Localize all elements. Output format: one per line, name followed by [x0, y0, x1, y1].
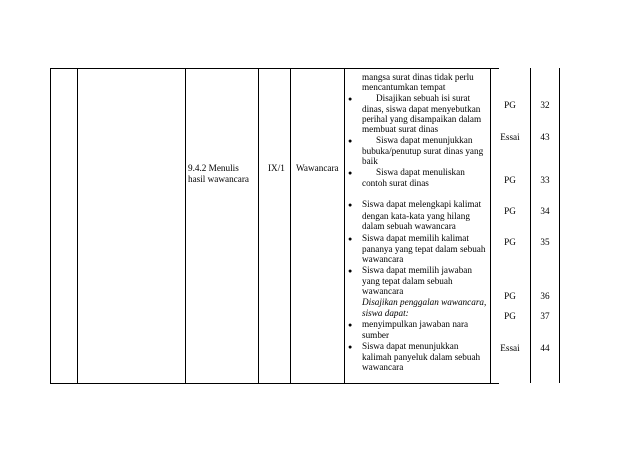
- indicator-line: mencantumkan tempat: [362, 82, 446, 92]
- indicator-line: siswa dapat:: [362, 308, 409, 318]
- col-border: [185, 68, 186, 383]
- indicator-line: dengan kata-kata yang hilang: [362, 211, 470, 221]
- indicator-line: Siswa dapat menunjukkan: [376, 135, 473, 145]
- bullet-icon: ●: [348, 321, 353, 329]
- bullet-icon: ●: [348, 235, 353, 243]
- indicator-line: baik: [362, 156, 378, 166]
- bullet-icon: ●: [348, 201, 353, 209]
- question-type: PG: [504, 237, 516, 247]
- question-type: PG: [504, 175, 516, 185]
- question-type: PG: [504, 291, 516, 301]
- table-bottom-border: [50, 383, 499, 384]
- question-type: Essai: [500, 343, 520, 353]
- indicator-line: wawancara: [362, 286, 404, 296]
- col-border: [490, 68, 491, 383]
- question-number: 32: [540, 100, 550, 110]
- table-top-border: [50, 68, 499, 69]
- question-type: PG: [504, 311, 516, 321]
- indicator-line: Siswa dapat menunjukkan: [362, 341, 459, 351]
- indicator-line: Disajikan penggalan wawancara,: [362, 297, 487, 307]
- indicator-line: Disajikan sebuah isi surat: [376, 93, 471, 103]
- indicator-line: menyimpulkan jawaban nara: [362, 319, 469, 329]
- indicator-line: kalimah panyeluk dalam sebuah: [362, 352, 481, 362]
- question-number: 34: [540, 206, 550, 216]
- indicator-line: bubuka/penutup surat dinas yang: [362, 146, 484, 156]
- col-border: [559, 68, 560, 383]
- indicator-line: membuat surat dinas: [362, 124, 439, 134]
- indicator-line: Siswa dapat memilih kalimat: [362, 233, 469, 243]
- indicator-line: perihal yang disampaikan dalam: [362, 114, 482, 124]
- question-type: PG: [504, 206, 516, 216]
- question-number: 35: [540, 237, 550, 247]
- col-border: [258, 68, 259, 383]
- col-border: [290, 68, 291, 383]
- competency-line: hasil wawancara: [188, 174, 249, 184]
- col-border: [344, 68, 345, 383]
- col-border: [50, 68, 51, 383]
- question-number: 36: [540, 291, 550, 301]
- indicator-line: Siswa dapat menuliskan: [376, 167, 465, 177]
- col-border: [530, 68, 531, 383]
- bullet-icon: ●: [348, 95, 353, 103]
- bullet-icon: ●: [348, 137, 353, 145]
- question-number: 33: [540, 175, 550, 185]
- bullet-icon: ●: [348, 343, 353, 351]
- indicator-line: contoh surat dinas: [362, 178, 429, 188]
- bullet-icon: ●: [348, 267, 353, 275]
- question-number: 44: [540, 343, 550, 353]
- indicator-line: sumber: [362, 330, 390, 340]
- indicator-line: mangsa surat dinas tidak perlu: [362, 72, 474, 82]
- class-semester: IX/1: [268, 163, 285, 173]
- indicator-line: dalam sebuah wawancara: [362, 221, 456, 231]
- indicator-line: pananya yang tepat dalam sebuah: [362, 244, 486, 254]
- question-number: 37: [540, 311, 550, 321]
- indicator-line: dinas, siswa dapat menyebutkan: [362, 104, 481, 114]
- material-text: Wawancara: [296, 163, 339, 173]
- bullet-icon: ●: [348, 169, 353, 177]
- question-number: 43: [540, 132, 550, 142]
- question-type: Essai: [500, 132, 520, 142]
- col-border: [77, 68, 78, 383]
- competency-line: 9.4.2 Menulis: [188, 163, 239, 173]
- question-type: PG: [504, 100, 516, 110]
- indicator-line: yang tepat dalam sebuah: [362, 276, 453, 286]
- indicator-line: Siswa dapat melengkapi kalimat: [362, 199, 482, 209]
- indicator-line: wawancara: [362, 362, 404, 372]
- indicator-line: wawancara: [362, 254, 404, 264]
- indicator-line: Siswa dapat memilih jawaban: [362, 265, 472, 275]
